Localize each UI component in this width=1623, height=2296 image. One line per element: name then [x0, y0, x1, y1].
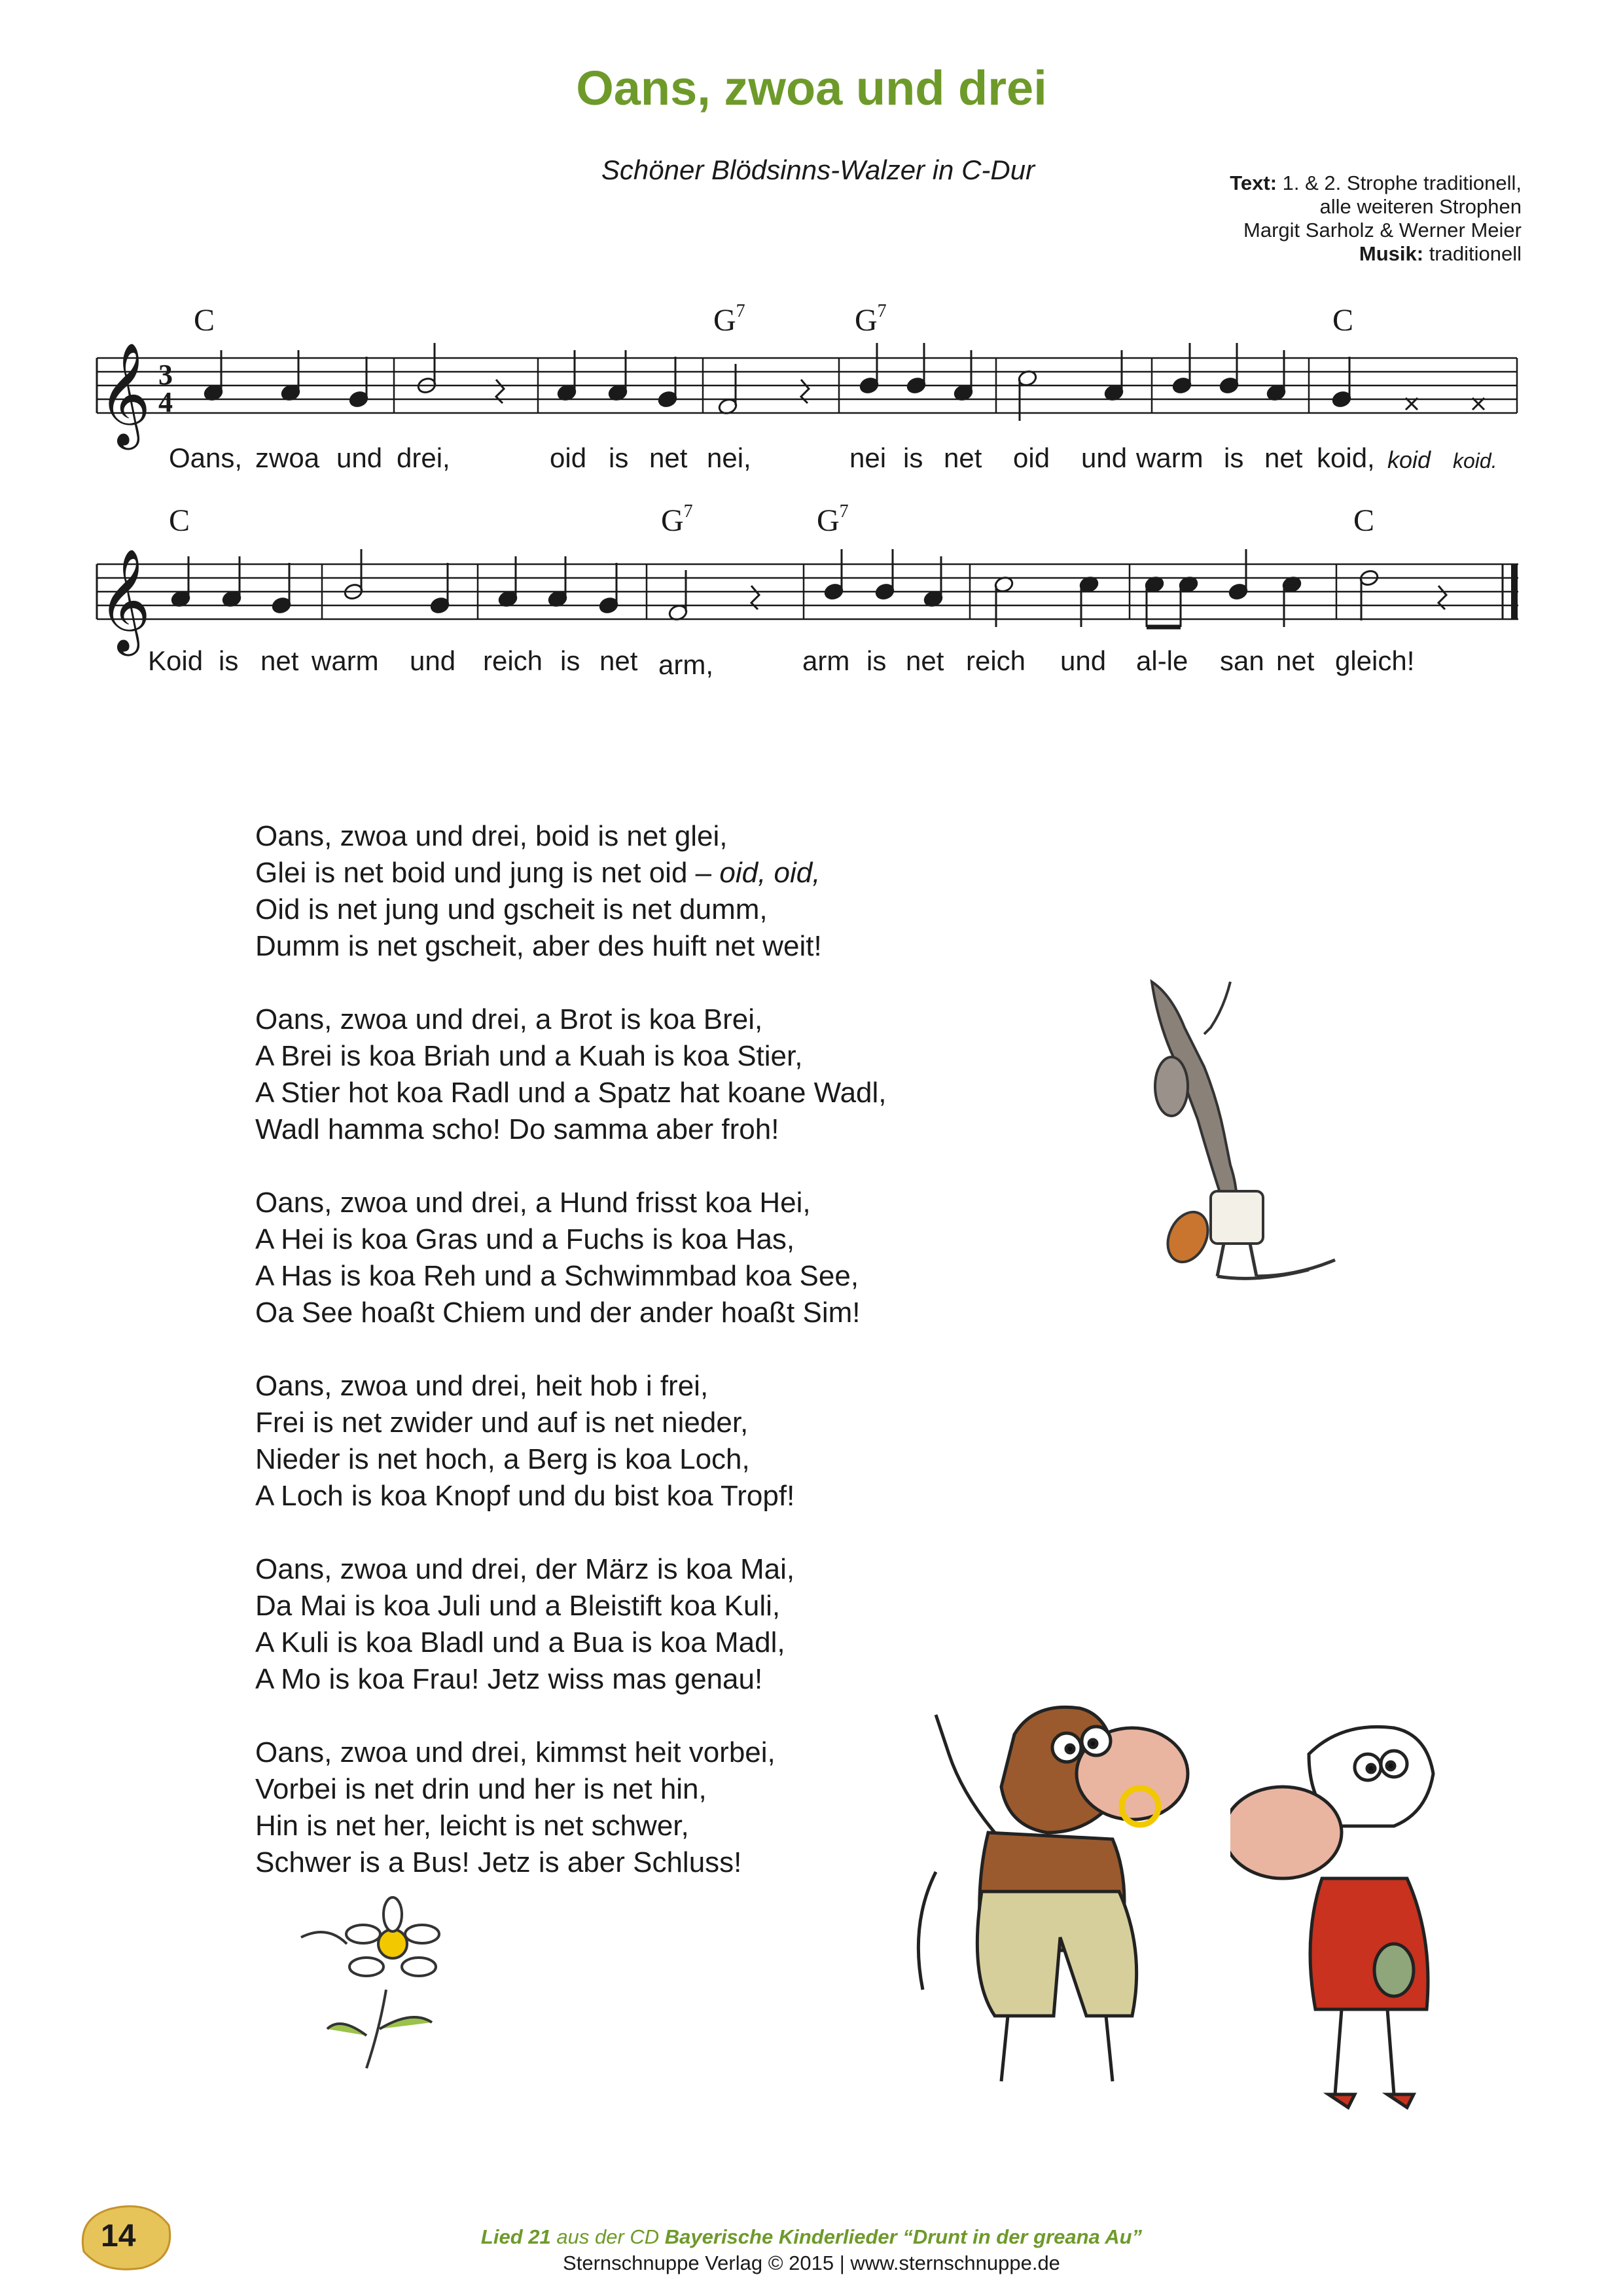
chord-c: C	[194, 303, 215, 338]
lyric-syllable: net	[599, 645, 638, 676]
verse-line: Hin is net her, leicht is net schwer,	[255, 1810, 689, 1842]
page-number: 14	[101, 2219, 136, 2253]
verse-line: Oans, zwoa und drei, a Brot is koa Brei,	[255, 1003, 763, 1035]
svg-text:4: 4	[158, 386, 173, 418]
verses-block	[255, 818, 887, 1918]
lyric-syllable: koid.	[1453, 449, 1497, 473]
verse-line: Oans, zwoa und drei, a Hund frisst koa Hei,	[255, 1187, 811, 1219]
chord-g7: $G^7$	[855, 301, 887, 338]
lyric-syllable: is	[903, 442, 923, 473]
text-label: Text:	[1230, 171, 1277, 194]
verse-stanza	[255, 1001, 887, 1148]
chord-c: C	[1353, 503, 1375, 538]
lyric-syllable: is	[609, 442, 629, 473]
verse-line: A Stier hot koa Radl und a Spatz hat koane Wadl,	[255, 1077, 887, 1109]
lyric-syllable: is	[560, 645, 580, 676]
lyric-syllable: arm,	[658, 649, 713, 680]
verse-line: Oans, zwoa und drei, kimmst heit vorbei,	[255, 1736, 776, 1768]
chord-c: C	[1332, 303, 1354, 338]
lyric-syllable: zwoa	[255, 442, 320, 473]
verse-line: A Kuli is koa Bladl und a Bua is koa Madl,	[255, 1626, 785, 1659]
verse-line: Oans, zwoa und drei, heit hob i frei,	[255, 1370, 709, 1402]
verse-line: Glei is net boid und jung is net oid – oid, oid,	[255, 857, 821, 889]
verse-line: A Brei is koa Briah und a Kuah is koa Stier,	[255, 1040, 803, 1072]
lyric-syllable: net	[260, 645, 299, 676]
lyric-syllable: Koid	[148, 645, 204, 676]
lyric-syllable: koid,	[1317, 442, 1375, 473]
lyric-syllable: nei	[849, 442, 887, 473]
lyric-syllable: net	[1264, 442, 1303, 473]
verse-line: A Loch is koa Knopf und du bist koa Tropf!	[255, 1480, 795, 1512]
lyric-syllable: und	[1081, 442, 1128, 473]
lyric-syllable: is	[219, 645, 239, 676]
lyric-syllable: drei,	[397, 442, 450, 473]
lyric-syllable: reich	[966, 645, 1026, 676]
chord-g7: $G^7$	[713, 301, 745, 338]
lyric-syllable: san	[1220, 645, 1264, 676]
verse-line: Dumm is net gscheit, aber des huift net weit!	[255, 930, 822, 962]
lyric-syllable: oid	[550, 442, 587, 473]
chord-g7: $G^7$	[817, 501, 849, 538]
lyric-syllable: net	[1276, 645, 1315, 676]
verse-line: Da Mai is koa Juli und a Bleistift koa Kuli,	[255, 1590, 781, 1622]
verse-line: Frei is net zwider und auf is net nieder,	[255, 1407, 749, 1439]
song-subtitle: Schöner Blödsinns-Walzer in C-Dur	[601, 154, 1035, 185]
lyric-syllable: koid	[1387, 446, 1431, 473]
music-label: Musik:	[1359, 242, 1424, 265]
verse-stanza	[255, 818, 887, 965]
lyric-syllable: warm	[312, 645, 379, 676]
lyric-syllable: reich	[483, 645, 543, 676]
chord-c: C	[169, 503, 190, 538]
text-credit-3: Margit Sarholz & Werner Meier	[1243, 219, 1522, 242]
lyric-syllable: net	[906, 645, 944, 676]
white-cow-illustration	[1230, 1702, 1518, 2134]
lyric-syllable: al-le	[1136, 645, 1188, 676]
svg-text:3: 3	[158, 359, 173, 391]
verse-stanza	[255, 1551, 887, 1698]
song-number: Lied 21	[480, 2225, 551, 2248]
verse-line: Oans, zwoa und drei, der März is koa Mai,	[255, 1553, 795, 1585]
publisher-line: Sternschnuppe Verlag © 2015 | www.sternschnuppe.de	[563, 2251, 1060, 2274]
lyric-syllable: nei,	[707, 442, 751, 473]
svg-text:𝄞: 𝄞	[98, 342, 151, 446]
verse-line: Oa See hoaßt Chiem und der ander hoaßt Sim!	[255, 1297, 861, 1329]
lyric-syllable: is	[866, 645, 887, 676]
verse-line: Nieder is net hoch, a Berg is koa Loch,	[255, 1443, 750, 1475]
text-credit-1: 1. & 2. Strophe traditionell,	[1282, 171, 1522, 194]
lyric-syllable: und	[1060, 645, 1107, 676]
verse-stanza	[255, 1734, 887, 1881]
verse-line: Wadl hamma scho! Do samma aber froh!	[255, 1113, 779, 1145]
lyric-syllable: und	[336, 442, 383, 473]
cow-illustration	[897, 1676, 1237, 2108]
verse-line: A Hei is koa Gras und a Fuchs is koa Has,	[255, 1223, 795, 1255]
lyric-syllable: gleich!	[1335, 645, 1415, 676]
lyric-syllable: und	[410, 645, 456, 676]
verse-stanza	[255, 1368, 887, 1515]
lyric-syllable: net	[944, 442, 982, 473]
svg-text:𝄞: 𝄞	[98, 548, 151, 652]
verse-line: Oans, zwoa und drei, boid is net glei,	[255, 820, 728, 852]
lyric-syllable: Oans,	[169, 442, 243, 473]
cd-title: Bayerische Kinderlieder	[664, 2225, 897, 2248]
verse-line: A Has is koa Reh und a Schwimmbad koa See,	[255, 1260, 859, 1292]
verse-line: Schwer is a Bus! Jetz is aber Schluss!	[255, 1846, 742, 1878]
donkey-illustration	[1126, 969, 1414, 1309]
lyric-syllable: is	[1224, 442, 1244, 473]
lyric-syllable: net	[649, 442, 688, 473]
lyric-syllable: arm	[802, 645, 850, 676]
lyric-syllable: oid	[1013, 442, 1050, 473]
text-credit-2: alle weiteren Strophen	[1319, 195, 1522, 218]
music-credit: traditionell	[1429, 242, 1522, 265]
verse-line: A Mo is koa Frau! Jetz wiss mas genau!	[255, 1663, 763, 1695]
lyric-syllable: warm	[1136, 442, 1204, 473]
chord-g7: $G^7$	[661, 501, 693, 538]
flower-illustration	[288, 1885, 471, 2081]
verse-line: Vorbei is net drin und her is net hin,	[255, 1773, 707, 1805]
verse-line: Oid is net jung und gscheit is net dumm,	[255, 893, 768, 925]
page-footer: Lied 21 aus der CD Bayerische Kinderlieder “Drunt in der greana Au” Sternschnuppe Verlag © 2015 | www.sternschnuppe.de	[0, 2224, 1623, 2276]
verse-stanza	[255, 1185, 887, 1331]
song-title: Oans, zwoa und drei	[576, 61, 1047, 115]
